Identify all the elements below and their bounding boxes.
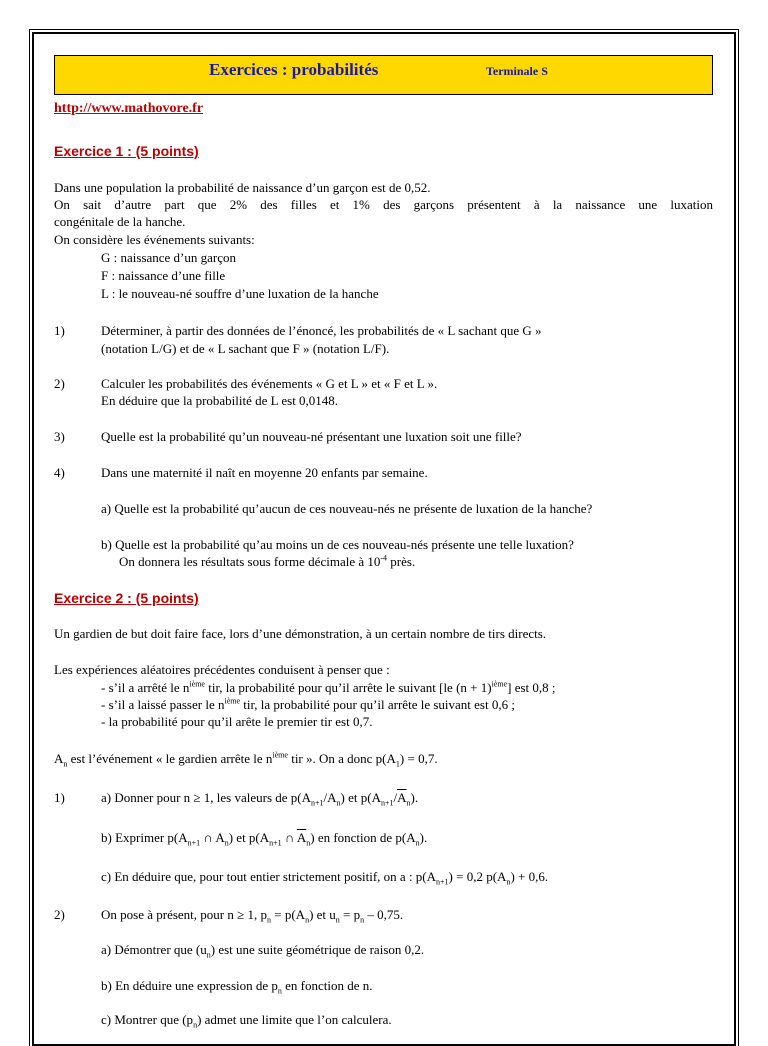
q4-line-1: Dans une maternité il naît en moyenne 20 enfants par semaine. bbox=[101, 465, 428, 480]
q3-number: 3) bbox=[54, 429, 65, 444]
q4-number: 4) bbox=[54, 465, 65, 480]
event-g: G : naissance d’un garçon bbox=[101, 250, 237, 265]
ex1-intro-1: Dans une population la probabilité de naissance d’un garçon est de 0,52. bbox=[54, 180, 431, 195]
document-level: Terminale S bbox=[486, 64, 548, 78]
event-f: F : naissance d’une fille bbox=[101, 268, 226, 283]
q1-number: 1) bbox=[54, 323, 65, 338]
q4a: a) Quelle est la probabilité qu’aucun de ces nouveau-nés ne présente de luxation de la hanche? bbox=[101, 501, 593, 516]
p2b: b) En déduire une expression de $p_n$ en fonction de n. bbox=[101, 978, 373, 996]
p1c: c) En déduire que, pour tout entier strictement positif, on a : $p(A_{n+1}) = 0,2$ $p(A_n) + 0,6$. bbox=[101, 869, 549, 887]
p2-definition: On pose à présent, pour n ≥ 1, $p_n = p(A_n)$ et $u_n = p_n - 0,75$. bbox=[101, 907, 404, 925]
q2-line-1: Calculer les probabilités des événements « G et L » et « F et L ». bbox=[101, 376, 438, 391]
ex1-intro-2: On sait d’autre part que 2% des filles et 1% des garçons présentent à la naissance une luxation bbox=[54, 197, 713, 212]
hypothesis-1: - s’il a arrêté le $n^{ième}$ tir, la probabilité pour qu’il arrête le suivant [le $(n + 1)^{ième}$] est 0,8 ; bbox=[101, 679, 556, 695]
ex1-intro-3: congénitale de la hanche. bbox=[54, 214, 186, 229]
event-l: L : le nouveau-né souffre d’une luxation de la hanche bbox=[101, 286, 379, 301]
p2a: a) Démontrer que $(u_n)$ est une suite géométrique de raison 0,2. bbox=[101, 942, 425, 960]
p2c: c) Montrer que $(p_n)$ admet une limite que l’on calculera. bbox=[101, 1012, 392, 1030]
header-banner bbox=[54, 55, 713, 95]
exercise-2-heading: Exercice 2 : (5 points) bbox=[54, 590, 199, 606]
q3-line-1: Quelle est la probabilité qu’un nouveau-né présentant une luxation soit une fille? bbox=[101, 429, 522, 444]
exercise-1-heading: Exercice 1 : (5 points) bbox=[54, 143, 199, 159]
p1-number: 1) bbox=[54, 790, 65, 805]
hypothesis-3: - la probabilité pour qu’il arête le premier tir est 0,7. bbox=[101, 714, 373, 729]
website-link[interactable]: http://www.mathovore.fr bbox=[54, 101, 204, 116]
q4b-line-2: On donnera les résultats sous forme décimale à $10^{-4}$ près. bbox=[119, 553, 416, 569]
q4b-line-1: b) Quelle est la probabilité qu’au moins un de ces nouveau-nés présente une telle luxation? bbox=[101, 537, 574, 552]
p1b: b) Exprimer $p(A_{n+1}$ ∩ $A_n$) et $p(A_{n+1}$ ∩ $\overline{A}_n$) en fonction de $p(A_n)$. bbox=[101, 830, 428, 848]
q2-line-2: En déduire que la probabilité de L est 0,0148. bbox=[101, 393, 339, 408]
q2-number: 2) bbox=[54, 376, 65, 391]
hypothesis-2: - s’il a laissé passer le $n^{ième}$ tir, la probabilité pour qu’il arrête le suivant est 0,6 ; bbox=[101, 696, 515, 712]
event-an-definition: $A_n$ est l’événement « le gardien arrête le $n^{ième}$ tir ». On a donc $p(A_1) = 0,7$. bbox=[54, 750, 438, 769]
ex2-intro-2: Les expériences aléatoires précédentes conduisent à penser que : bbox=[54, 662, 390, 677]
ex1-intro-4: On considère les événements suivants: bbox=[54, 232, 255, 247]
p1a: a) Donner pour n ≥ 1, les valeurs de $p(A_{n+1}/A_n)$ et $p(A_{n+1}/\overline{A}_n)$. bbox=[101, 790, 419, 808]
q1-line-1: Déterminer, à partir des données de l’énoncé, les probabilités de « L sachant que G » bbox=[101, 323, 542, 338]
ex2-intro-1: Un gardien de but doit faire face, lors d’une démonstration, à un certain nombre de tirs directs. bbox=[54, 626, 547, 641]
document-title: Exercices : probabilités bbox=[209, 60, 379, 79]
q1-line-2: (notation L/G) et de « L sachant que F » (notation L/F). bbox=[101, 341, 390, 356]
p2-number: 2) bbox=[54, 907, 65, 922]
